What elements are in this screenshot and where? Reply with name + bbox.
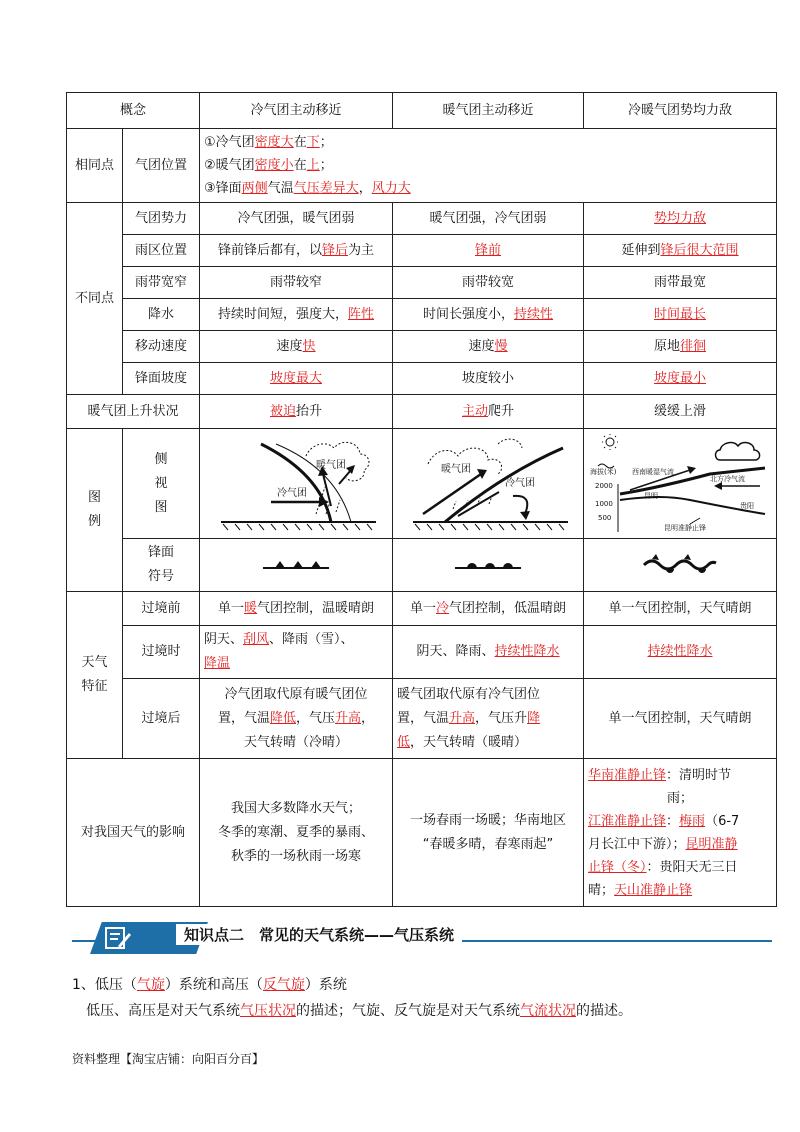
row-label-side-view: 侧 视 图	[123, 429, 200, 539]
header-cold-front: 冷气团主动移近	[200, 93, 393, 129]
cell: 阴天、刮风、降雨（雪）、 降温	[200, 626, 393, 679]
group-same: 相同点	[67, 129, 123, 203]
row-label-symbol: 锋面 符号	[123, 539, 200, 592]
stationary-front-symbol	[584, 539, 777, 592]
warm-front-diagram	[393, 429, 584, 539]
tick: 500	[598, 513, 612, 522]
cell: 雨带最宽	[584, 267, 777, 299]
footer-note: 资料整理【淘宝店铺：向阳百分百】	[72, 1052, 265, 1066]
cell: 速度慢	[393, 331, 584, 363]
paragraph-1: 1、低压（气旋）系统和高压（反气旋）系统	[72, 977, 347, 993]
label: 暖气团	[441, 463, 472, 475]
cell: 阴天、降雨、持续性降水	[393, 626, 584, 679]
row-label: 移动速度	[123, 331, 200, 363]
label: 冷气团	[505, 477, 536, 489]
cell: 单一暖气团控制，温暖晴朗	[200, 592, 393, 626]
group-diff: 不同点	[67, 203, 123, 395]
cell: 速度快	[200, 331, 393, 363]
cell: 雨带较宽	[393, 267, 584, 299]
cell: 缓缓上滑	[584, 395, 777, 429]
row-label: 过境前	[123, 592, 200, 626]
same-position-cell: ①冷气团密度大在下； ②暖气团密度小在上； ③锋面两侧气温气压差异大，风力大	[200, 129, 777, 203]
pencil-note-icon	[104, 926, 132, 950]
cold-front-symbol	[200, 539, 393, 592]
cell: 单一气团控制，天气晴朗	[584, 592, 777, 626]
header-concept: 概念	[67, 93, 200, 129]
cell: 势均力敌	[584, 203, 777, 235]
section-header	[72, 920, 772, 956]
label: 冷气团	[277, 487, 308, 499]
cell: 原地徘徊	[584, 331, 777, 363]
cell: 冷气团取代原有暖气团位 置，气温降低，气压升高， 天气转晴（冷晴）	[200, 679, 393, 759]
cell: 主动爬升	[393, 395, 584, 429]
row-label: 气团势力	[123, 203, 200, 235]
row-label: 雨带宽窄	[123, 267, 200, 299]
row-label: 雨区位置	[123, 235, 200, 267]
paragraph-2: 低压、高压是对天气系统气压状况的描述；气旋、反气旋是对天气系统气流状况的描述。	[86, 1003, 632, 1019]
front-comparison-table	[66, 92, 777, 907]
label: 北方冷气流	[710, 474, 746, 483]
cell: 冷气团强，暖气团弱	[200, 203, 393, 235]
label: 海拔(米)	[590, 467, 617, 476]
label: 贵阳	[740, 501, 755, 510]
cell: 暖气团取代原有冷气团位 置，气温升高，气压升降 低，天气转晴（暖晴）	[393, 679, 584, 759]
label: 西南暖湿气流	[632, 467, 675, 476]
cell: 我国大多数降水天气； 冬季的寒潮、夏季的暴雨、 秋季的一场秋雨一场寒	[200, 759, 393, 907]
cell: 华南准静止锋：清明时节 雨； 江淮准静止锋：梅雨（6-7 月长江中下游）；昆明准静 止锋（冬）：贵阳天无三日 晴；天山准静止锋	[584, 759, 777, 907]
tick: 1000	[595, 499, 613, 508]
cell: 雨带较窄	[200, 267, 393, 299]
label: 昆明准静止锋	[664, 523, 707, 532]
warm-front-symbol	[393, 539, 584, 592]
cell: 锋前	[393, 235, 584, 267]
cold-front-diagram	[200, 429, 393, 539]
cell: 时间长强度小，持续性	[393, 299, 584, 331]
cell: 坡度最大	[200, 363, 393, 395]
row-label: 过境后	[123, 679, 200, 759]
cell: 坡度最小	[584, 363, 777, 395]
header-stationary-front: 冷暖气团势均力敌	[584, 93, 777, 129]
cell: 持续性降水	[584, 626, 777, 679]
label: 昆明	[644, 491, 659, 500]
cell: 锋前锋后都有，以锋后为主	[200, 235, 393, 267]
cell: 单一气团控制，天气晴朗	[584, 679, 777, 759]
tick: 2000	[595, 481, 613, 490]
cell: 延伸到锋后很大范围	[584, 235, 777, 267]
cell: 被迫抬升	[200, 395, 393, 429]
label: 暖气团	[316, 459, 347, 471]
row-label-position: 气团位置	[123, 129, 200, 203]
cell: 暖气团强，冷气团弱	[393, 203, 584, 235]
row-label: 降水	[123, 299, 200, 331]
cell: 持续时间短，强度大，阵性	[200, 299, 393, 331]
row-label: 过境时	[123, 626, 200, 679]
cell: 时间最长	[584, 299, 777, 331]
row-label-impact: 对我国天气的影响	[67, 759, 200, 907]
stationary-front-diagram	[584, 429, 777, 539]
header-warm-front: 暖气团主动移近	[393, 93, 584, 129]
cell: 坡度较小	[393, 363, 584, 395]
cell: 单一冷气团控制，低温晴朗	[393, 592, 584, 626]
group-figure: 图 例	[67, 429, 123, 592]
row-label: 锋面坡度	[123, 363, 200, 395]
row-label-rise: 暖气团上升状况	[67, 395, 200, 429]
section-title: 知识点二 常见的天气系统——气压系统	[176, 924, 462, 945]
cell: 一场春雨一场暖；华南地区 “春暖多晴，春寒雨起”	[393, 759, 584, 907]
group-weather: 天气 特征	[67, 592, 123, 759]
